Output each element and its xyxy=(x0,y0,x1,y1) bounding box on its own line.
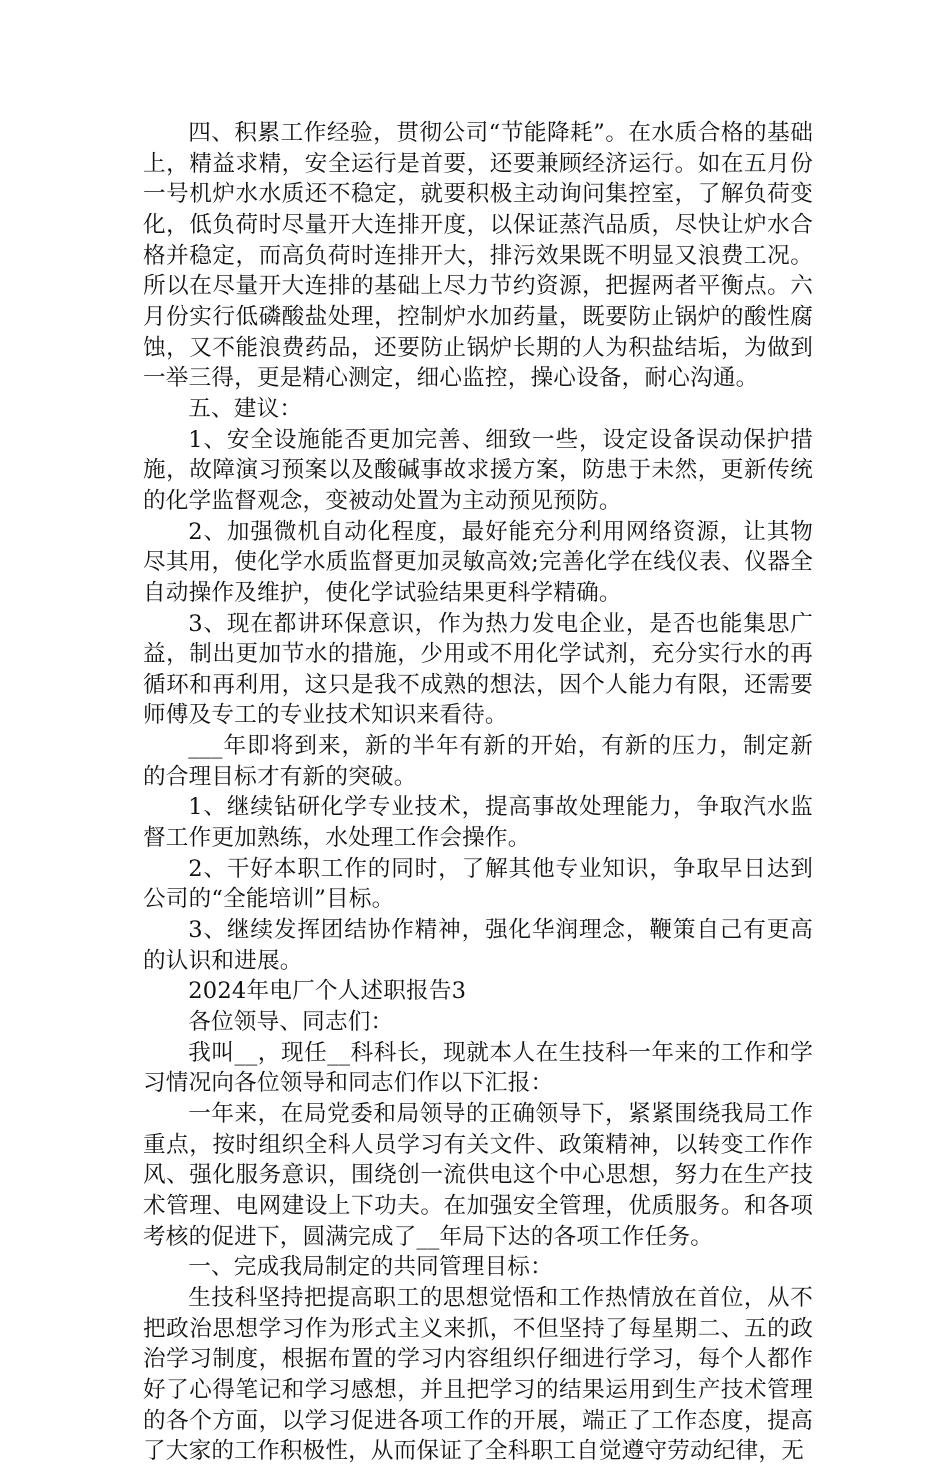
paragraph-goal-1: 1、继续钻研化学专业技术，提高事故处理能力，争取汽水监督工作更加熟练，水处理工作会操作。 xyxy=(143,794,813,852)
paragraph-suggestion-3: 3、现在都讲环保意识，作为热力发电企业，是否也能集思广益，制出更加节水的措施，少用或不用化学试剂，充分实行水的再循环和再利用，这只是我不成熟的想法，因个人能力有限，还需要师傅及专工的专业技术知识来看待。 xyxy=(143,610,813,729)
paragraph-year-summary: 一年来，在局党委和局领导的正确领导下，紧紧围绕我局工作重点，按时组织全科人员学习有关文件、政策精神，以转变工作作风、强化服务意识，围绕创一流供电这个中心思想，努力在生产技术管理、电网建设上下功夫。在加强安全管理，优质服务。和各项考核的促进下，圆满完成了__年局下达的各项工作任务。 xyxy=(143,1101,813,1250)
paragraph-goal-3: 3、继续发挥团结协作精神，强化华润理念，鞭策自己有更高的认识和进展。 xyxy=(143,917,813,974)
heading-suggestions: 五、建议： xyxy=(188,395,303,422)
heading-management-goals: 一、完成我局制定的共同管理目标： xyxy=(188,1254,553,1281)
paragraph-goal-2: 2、干好本职工作的同时，了解其他专业知识，争取早日达到公司的“全能培训”目标。 xyxy=(143,855,813,913)
paragraph-experience: 四、积累工作经验，贯彻公司“节能降耗”。在水质合格的基础上，精益求精，安全运行是首要，还要兼顾经济运行。如在五月份一号机炉水水质还不稳定，就要积极主动询问集控室，了解负荷变化，低负荷时尽量开大连排开度，以保证蒸汽品质，尽快让炉水合格并稳定，而高负荷时连排开大，排污效果既不明显又浪费工况。所以在尽量开大连排的基础上尽力节约资源，把握两者平衡点。六月份实行低磷酸盐处理，控制炉水加药量，既要防止锅炉的酸性腐蚀，又不能浪费药品，还要防止锅炉长期的人为积盐结垢，为做到一举三得，更是精心测定，细心监控，操心设备，耐心沟通。 xyxy=(143,120,813,392)
paragraph-new-year: ___年即将到来，新的半年有新的开始，有新的压力，制定新的合理目标才有新的突破。 xyxy=(143,733,813,790)
paragraph-intro: 我叫__，现任__科科长，现就本人在生技科一年来的工作和学习情况向各位领导和同志们作以下汇报： xyxy=(143,1039,813,1097)
report-title: 2024年电厂个人述职报告3 xyxy=(188,978,467,1005)
paragraph-suggestion-1: 1、安全设施能否更加完善、细致一些，设定设备误动保护措施，故障演习预案以及酸碱事故求援方案，防患于未然，更新传统的化学监督观念，变被动处置为主动预见预防。 xyxy=(143,426,813,514)
paragraph-study: 生技科坚持把提高职工的思想觉悟和工作热情放在首位，从不把政治思想学习作为形式主义来抓，不但坚持了每星期二、五的政治学习制度，根据布置的学习内容组织仔细进行学习，每个人都作好了心得笔记和学习感想，并且把学习的结果运用到生产技术管理的各个方面，以学习促进各项工作的开展，端正了工作态度，提高了大家的工作积极性，从而保证了全科职工自觉遵守劳动纪律，无 xyxy=(143,1284,813,1465)
paragraph-suggestion-2: 2、加强微机自动化程度，最好能充分利用网络资源，让其物尽其用，使化学水质监督更加灵敏高效;完善化学在线仪表、仪器全自动操作及维护，使化学试验结果更科学精确。 xyxy=(143,518,813,606)
salutation: 各位领导、同志们： xyxy=(188,1009,394,1036)
document-page xyxy=(143,118,813,1467)
